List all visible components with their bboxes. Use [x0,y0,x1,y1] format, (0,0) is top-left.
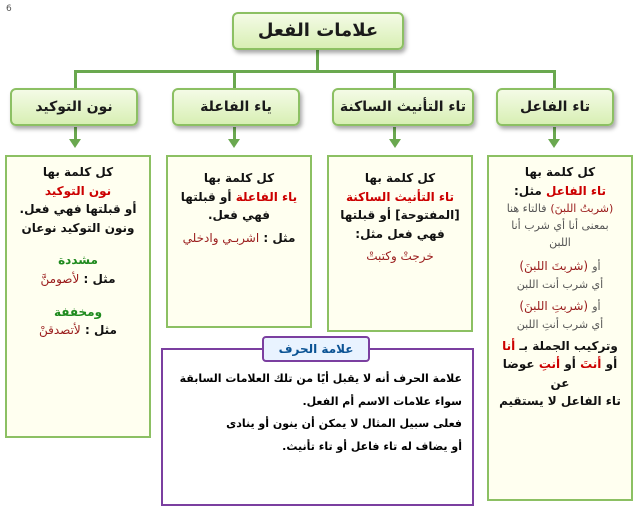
example: (شربتُ اللبنَ) [550,202,614,216]
text-line: فهي فعل. [208,208,270,223]
example: اشربـي وادخلي [182,230,260,245]
page-number: 6 [6,4,12,14]
harf-paragraph: سواء علامات الاسم أم الفعل. [302,394,462,408]
harf-title: علامة الحرف [262,336,370,362]
text: مثل: [513,183,542,198]
arrow-down-icon [548,139,560,148]
text: عوضا عن [502,357,570,390]
panel-noon-tawkeed [5,155,151,438]
example: لأصومنَّ [40,271,80,286]
text-line [11,321,145,340]
panel-ya-faela [166,155,312,328]
text-line [172,188,306,207]
panel-ta-fael [487,155,633,501]
arrow-stem [233,127,236,140]
text: فالتاء هنا [506,202,547,216]
text: أو [564,357,576,372]
harf-box [161,348,474,506]
root-title: علامات الفعل [232,12,404,50]
harf-paragraph: فعلى سبيل المثال لا يمكن أن ينون أو ينادى [226,417,462,431]
text-line: تاء التأنيث الساكنة [345,189,455,204]
text-line: [المفتوحة] أو قبلتها [340,208,460,223]
example: (شربتَ اللبنَ) [519,259,589,274]
panel-ta-taneeth [327,155,473,332]
text: وتركيب الجملة بـ [519,338,618,353]
text: أو [592,299,601,313]
category-ta-fael: تاء الفاعل [496,88,614,126]
text-line: أي شرب أنت اللبن [516,277,604,291]
category-ta-taneeth: تاء التأنيث الساكنة [332,88,474,126]
text-line [493,355,627,392]
text-line: ومخففة [53,304,103,319]
example: خرجتْ وكتبتْ [366,249,434,264]
arrow-stem [553,127,556,140]
highlight: تاء الفاعل [546,183,607,198]
text-line: كل كلمة بها [203,171,275,185]
text-line: أي شرب أنتِ اللبن [516,317,604,331]
arrow-stem [393,127,396,140]
text-line: كل كلمة بها [524,165,596,179]
category-noon-tawkeed: نون التوكيد [10,88,138,126]
text: أو [592,260,601,274]
highlight: ياء الفاعلة [235,189,298,204]
connector-drop-1 [553,70,556,88]
text-line [493,297,627,316]
connector-drop-4 [74,70,77,88]
arrow-down-icon [389,139,401,148]
example: (شربتِ اللبنَ) [519,298,589,313]
harf-paragraph: أو يضاف له تاء فاعل أو تاء تأنيث. [282,439,462,453]
text-line: ونون التوكيد نوعان [21,220,135,235]
harf-paragraph: علامة الحرف أنه لا يقبل أيًا من تلك العلامات السابقة [179,372,462,385]
highlight: أنتِ [538,357,561,372]
text-line [172,229,306,248]
text-line: أو قبلتها فهي فعل. [19,202,137,217]
text-line [11,270,145,289]
text-line: مشددة [58,253,98,268]
connector-horizontal [74,70,554,73]
text: أو [605,357,618,372]
connector-root-down [316,50,319,72]
text-line: بمعنى أنا أي شرب أنا [511,219,609,233]
text-line: تاء الفاعل لا يستقيم [499,394,621,409]
arrow-down-icon [228,139,240,148]
connector-drop-2 [393,70,396,88]
connector-drop-3 [233,70,236,88]
text-line: كل كلمة بها [42,165,114,179]
text-line: اللبن [549,236,571,250]
category-ya-faela: ياء الفاعلة [172,88,300,126]
text-line [493,257,627,276]
arrow-down-icon [69,139,81,148]
text: مثل : [263,230,296,245]
highlight: أنا [502,338,516,353]
example: لأتصدقنْ [39,323,81,338]
text-line: فهي فعل مثل: [355,226,445,241]
highlight: أنتَ [580,357,602,372]
text-line [493,182,627,201]
text-line [493,200,627,217]
arrow-stem [74,127,77,140]
text-line: كل كلمة بها [364,171,436,185]
text-line [493,337,627,356]
text-line: نون التوكيد [44,183,112,198]
text: مثل : [83,271,116,286]
text: مثل : [84,323,117,338]
text: أو قبلتها [180,189,232,204]
